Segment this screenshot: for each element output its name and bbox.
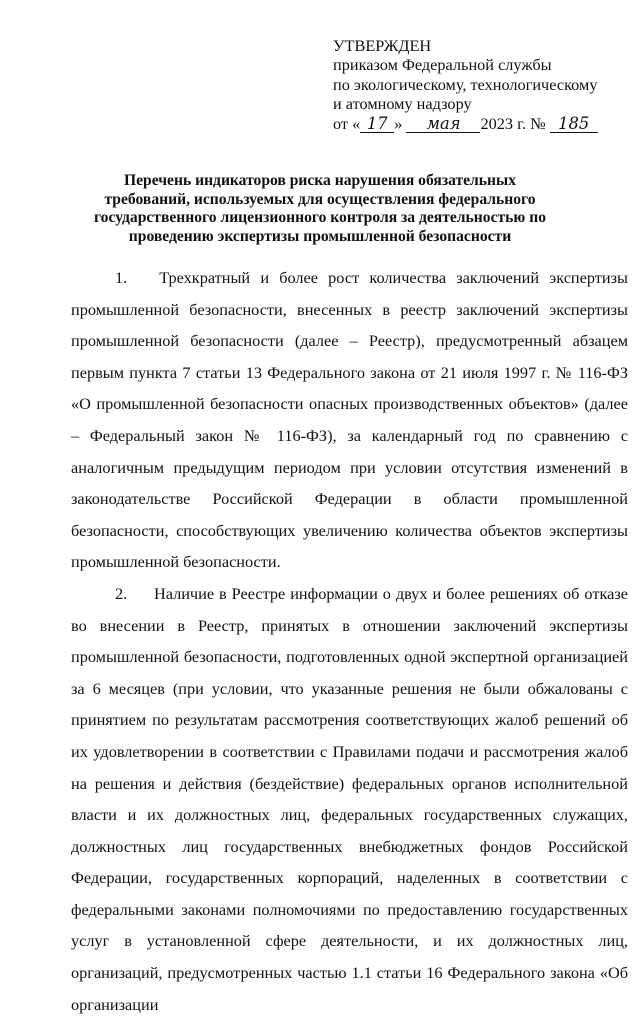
item-text: Наличие в Реестре информации о двух и более решениях об отказе во внесении в Реестр, принятых в отношении заключений экспертизы промышленной безопасности, подготовленных одной экспертной организацией за 6 месяцев (при условии, что указанные решения не были обжалованы с принятием по результатам рассмотрения соответствующих жалоб решений об их удовлетворении в соответствии с Правилами подачи и рассмотрения жалоб на решения и действия (бездействие) федеральных органов исполнительной власти и их должностных лиц, федеральных государственных служащих, должностных лиц государственных внебюджетных фондов Российской Федерации, государственных корпораций, наделенных в соответствии с федеральными законами полномочиями по предоставлению государственных услуг в установленной сфере деятельности, и их должностных лиц, организаций, предусмотренных частью 1.1 статьи 16 Федерального закона «Об организации [71, 583, 628, 1014]
handwritten-month: мая [406, 116, 480, 133]
handwritten-order-number: 185 [550, 116, 598, 133]
item-number: 2. [115, 583, 128, 603]
document-body [71, 262, 628, 1020]
date-prefix: от « [333, 113, 361, 133]
date-mid: » [394, 113, 403, 133]
approval-line-2: по экологическому, технологическому [333, 74, 598, 94]
item-number: 1. [115, 268, 128, 287]
approval-date-line [333, 114, 633, 133]
list-item [71, 578, 628, 1020]
list-item [71, 262, 628, 578]
handwritten-day: 17 [360, 116, 394, 133]
approval-status: УТВЕРЖДЕН [333, 36, 432, 55]
approval-line-3: и атомному надзору [333, 94, 472, 114]
item-text: Трехкратный и более рост количества заключений экспертизы промышленной безопасности, внесенных в реестр заключений экспертизы промышленной безопасности (далее – Реестр), предусмотренный абзацем первым пункта 7 статьи 13 Федерального закона от 21 июля 1997 г. № 116-ФЗ «О промышленной безопасности опасных производственных объектов» (далее – Федеральный закон № 116-ФЗ), за календарный год по сравнению с аналогичным предыдущим периодом при условии отсутствия изменений в законодательстве Российской Федерации в области промышленной безопасности, способствующих увеличению количества объектов экспертизы промышленной безопасности. [71, 268, 628, 572]
order-year: 2023 г. № [480, 113, 546, 133]
approval-block [333, 36, 633, 133]
approval-line-1: приказом Федеральной службы [333, 55, 552, 75]
document-title: Перечень индикаторов риска нарушения обязательных требований, используемых для осуществления федерального государственного лицензионного контроля за деятельностью по проведению экспертизы промышленной безопасности [93, 172, 547, 245]
